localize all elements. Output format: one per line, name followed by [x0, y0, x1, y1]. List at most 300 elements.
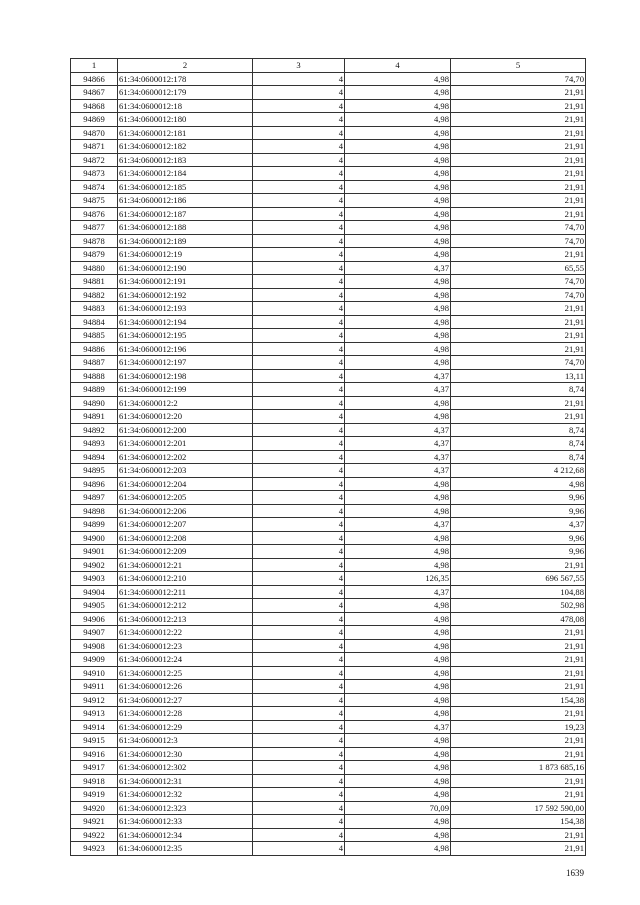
- category-cell: 4: [253, 653, 345, 667]
- category-cell: 4: [253, 707, 345, 721]
- rate-cell: 4,98: [345, 329, 451, 343]
- amount-cell: 74,70: [451, 288, 586, 302]
- table-row: [71, 167, 586, 181]
- table-row: [71, 288, 586, 302]
- amount-cell: 21,91: [451, 747, 586, 761]
- table-row: [71, 815, 586, 829]
- table-row: [71, 72, 586, 86]
- cadastral-number-cell: 61:34:0600012:186: [118, 194, 253, 208]
- rate-cell: 4,98: [345, 234, 451, 248]
- row-number-cell: 94894: [71, 450, 118, 464]
- rate-cell: 4,98: [345, 680, 451, 694]
- table-row: [71, 626, 586, 640]
- category-cell: 4: [253, 275, 345, 289]
- amount-cell: 21,91: [451, 315, 586, 329]
- category-cell: 4: [253, 585, 345, 599]
- amount-cell: 21,91: [451, 680, 586, 694]
- cadastral-number-cell: 61:34:0600012:185: [118, 180, 253, 194]
- cadastral-number-cell: 61:34:0600012:197: [118, 356, 253, 370]
- category-cell: 4: [253, 207, 345, 221]
- amount-cell: 21,91: [451, 140, 586, 154]
- amount-cell: 74,70: [451, 275, 586, 289]
- rate-cell: 4,37: [345, 464, 451, 478]
- category-cell: 4: [253, 801, 345, 815]
- amount-cell: 21,91: [451, 194, 586, 208]
- table-row: [71, 720, 586, 734]
- cadastral-number-cell: 61:34:0600012:209: [118, 545, 253, 559]
- amount-cell: 21,91: [451, 626, 586, 640]
- table-row: [71, 612, 586, 626]
- rate-cell: 4,98: [345, 356, 451, 370]
- table-row: [71, 599, 586, 613]
- rate-cell: 4,98: [345, 558, 451, 572]
- rate-cell: 126,35: [345, 572, 451, 586]
- row-number-cell: 94892: [71, 423, 118, 437]
- rate-cell: 4,98: [345, 396, 451, 410]
- table-row: [71, 383, 586, 397]
- table-row: [71, 693, 586, 707]
- category-cell: 4: [253, 720, 345, 734]
- amount-cell: 21,91: [451, 248, 586, 262]
- rate-cell: 4,98: [345, 315, 451, 329]
- rate-cell: 4,98: [345, 693, 451, 707]
- table-row: [71, 140, 586, 154]
- rate-cell: 4,98: [345, 180, 451, 194]
- amount-cell: 154,38: [451, 693, 586, 707]
- amount-cell: 9,96: [451, 491, 586, 505]
- category-cell: 4: [253, 639, 345, 653]
- rate-cell: 4,98: [345, 639, 451, 653]
- table-row: [71, 572, 586, 586]
- table-row: [71, 234, 586, 248]
- row-number-cell: 94908: [71, 639, 118, 653]
- row-number-cell: 94902: [71, 558, 118, 572]
- rate-cell: 4,98: [345, 113, 451, 127]
- category-cell: 4: [253, 680, 345, 694]
- table-row: [71, 761, 586, 775]
- amount-cell: 21,91: [451, 828, 586, 842]
- category-cell: 4: [253, 356, 345, 370]
- row-number-cell: 94905: [71, 599, 118, 613]
- rate-cell: 4,98: [345, 302, 451, 316]
- category-cell: 4: [253, 504, 345, 518]
- cadastral-number-cell: 61:34:0600012:26: [118, 680, 253, 694]
- category-cell: 4: [253, 477, 345, 491]
- cadastral-number-cell: 61:34:0600012:187: [118, 207, 253, 221]
- row-number-cell: 94921: [71, 815, 118, 829]
- row-number-cell: 94874: [71, 180, 118, 194]
- category-cell: 4: [253, 612, 345, 626]
- table-row: [71, 99, 586, 113]
- amount-cell: 21,91: [451, 86, 586, 100]
- rate-cell: 4,98: [345, 194, 451, 208]
- cadastral-number-cell: 61:34:0600012:199: [118, 383, 253, 397]
- cadastral-number-cell: 61:34:0600012:27: [118, 693, 253, 707]
- amount-cell: 8,74: [451, 437, 586, 451]
- category-cell: 4: [253, 450, 345, 464]
- category-cell: 4: [253, 396, 345, 410]
- category-cell: 4: [253, 423, 345, 437]
- rate-cell: 4,37: [345, 720, 451, 734]
- cadastral-number-cell: 61:34:0600012:20: [118, 410, 253, 424]
- table-row: [71, 369, 586, 383]
- row-number-cell: 94922: [71, 828, 118, 842]
- table-row: [71, 410, 586, 424]
- amount-cell: 21,91: [451, 113, 586, 127]
- rate-cell: 4,98: [345, 734, 451, 748]
- column-header-5: 5: [451, 59, 586, 73]
- rate-cell: 4,98: [345, 774, 451, 788]
- cadastral-number-cell: 61:34:0600012:188: [118, 221, 253, 235]
- rate-cell: 4,98: [345, 504, 451, 518]
- cadastral-number-cell: 61:34:0600012:31: [118, 774, 253, 788]
- category-cell: 4: [253, 558, 345, 572]
- cadastral-number-cell: 61:34:0600012:179: [118, 86, 253, 100]
- table-row: [71, 639, 586, 653]
- column-header-3: 3: [253, 59, 345, 73]
- cadastral-number-cell: 61:34:0600012:3: [118, 734, 253, 748]
- rate-cell: 4,98: [345, 86, 451, 100]
- category-cell: 4: [253, 828, 345, 842]
- row-number-cell: 94872: [71, 153, 118, 167]
- table-row: [71, 734, 586, 748]
- cadastral-number-cell: 61:34:0600012:181: [118, 126, 253, 140]
- row-number-cell: 94880: [71, 261, 118, 275]
- cadastral-number-cell: 61:34:0600012:190: [118, 261, 253, 275]
- cadastral-number-cell: 61:34:0600012:29: [118, 720, 253, 734]
- category-cell: 4: [253, 518, 345, 532]
- rate-cell: 4,98: [345, 288, 451, 302]
- row-number-cell: 94901: [71, 545, 118, 559]
- table-row: [71, 774, 586, 788]
- amount-cell: 21,91: [451, 734, 586, 748]
- rate-cell: 4,98: [345, 477, 451, 491]
- rate-cell: 4,98: [345, 612, 451, 626]
- cadastral-number-cell: 61:34:0600012:182: [118, 140, 253, 154]
- row-number-cell: 94904: [71, 585, 118, 599]
- row-number-cell: 94866: [71, 72, 118, 86]
- amount-cell: 21,91: [451, 653, 586, 667]
- category-cell: 4: [253, 626, 345, 640]
- cadastral-number-cell: 61:34:0600012:34: [118, 828, 253, 842]
- category-cell: 4: [253, 248, 345, 262]
- rate-cell: 4,98: [345, 545, 451, 559]
- table-row: [71, 747, 586, 761]
- cadastral-number-cell: 61:34:0600012:23: [118, 639, 253, 653]
- row-number-cell: 94911: [71, 680, 118, 694]
- row-number-cell: 94873: [71, 167, 118, 181]
- row-number-cell: 94883: [71, 302, 118, 316]
- amount-cell: 21,91: [451, 410, 586, 424]
- rate-cell: 4,98: [345, 788, 451, 802]
- table-row: [71, 86, 586, 100]
- category-cell: 4: [253, 531, 345, 545]
- row-number-cell: 94891: [71, 410, 118, 424]
- category-cell: 4: [253, 180, 345, 194]
- cadastral-number-cell: 61:34:0600012:202: [118, 450, 253, 464]
- category-cell: 4: [253, 342, 345, 356]
- category-cell: 4: [253, 288, 345, 302]
- category-cell: 4: [253, 72, 345, 86]
- table-row: [71, 248, 586, 262]
- amount-cell: 21,91: [451, 639, 586, 653]
- row-number-cell: 94895: [71, 464, 118, 478]
- row-number-cell: 94907: [71, 626, 118, 640]
- table-row: [71, 275, 586, 289]
- cadastral-number-cell: 61:34:0600012:213: [118, 612, 253, 626]
- table-row: [71, 545, 586, 559]
- rate-cell: 4,37: [345, 369, 451, 383]
- row-number-cell: 94890: [71, 396, 118, 410]
- amount-cell: 9,96: [451, 504, 586, 518]
- category-cell: 4: [253, 99, 345, 113]
- rate-cell: 4,98: [345, 248, 451, 262]
- table-row: [71, 504, 586, 518]
- row-number-cell: 94881: [71, 275, 118, 289]
- category-cell: 4: [253, 599, 345, 613]
- amount-cell: 19,23: [451, 720, 586, 734]
- cadastral-number-cell: 61:34:0600012:200: [118, 423, 253, 437]
- rate-cell: 4,98: [345, 99, 451, 113]
- cadastral-number-cell: 61:34:0600012:178: [118, 72, 253, 86]
- cadastral-number-cell: 61:34:0600012:198: [118, 369, 253, 383]
- category-cell: 4: [253, 126, 345, 140]
- row-number-cell: 94918: [71, 774, 118, 788]
- rate-cell: 4,37: [345, 450, 451, 464]
- cadastral-number-cell: 61:34:0600012:208: [118, 531, 253, 545]
- category-cell: 4: [253, 153, 345, 167]
- row-number-cell: 94919: [71, 788, 118, 802]
- cadastral-number-cell: 61:34:0600012:28: [118, 707, 253, 721]
- amount-cell: 21,91: [451, 558, 586, 572]
- cadastral-number-cell: 61:34:0600012:205: [118, 491, 253, 505]
- table-row: [71, 153, 586, 167]
- row-number-cell: 94869: [71, 113, 118, 127]
- row-number-cell: 94900: [71, 531, 118, 545]
- amount-cell: 21,91: [451, 842, 586, 856]
- amount-cell: 21,91: [451, 99, 586, 113]
- cadastral-number-cell: 61:34:0600012:25: [118, 666, 253, 680]
- category-cell: 4: [253, 491, 345, 505]
- cadastral-number-cell: 61:34:0600012:206: [118, 504, 253, 518]
- rate-cell: 4,98: [345, 531, 451, 545]
- amount-cell: 21,91: [451, 329, 586, 343]
- amount-cell: 4,98: [451, 477, 586, 491]
- table-row: [71, 450, 586, 464]
- row-number-cell: 94899: [71, 518, 118, 532]
- row-number-cell: 94889: [71, 383, 118, 397]
- amount-cell: 74,70: [451, 72, 586, 86]
- cadastral-number-cell: 61:34:0600012:2: [118, 396, 253, 410]
- row-number-cell: 94887: [71, 356, 118, 370]
- amount-cell: 21,91: [451, 126, 586, 140]
- category-cell: 4: [253, 761, 345, 775]
- table-body: [71, 72, 586, 855]
- category-cell: 4: [253, 86, 345, 100]
- cadastral-number-cell: 61:34:0600012:192: [118, 288, 253, 302]
- row-number-cell: 94886: [71, 342, 118, 356]
- cadastral-number-cell: 61:34:0600012:196: [118, 342, 253, 356]
- rate-cell: 4,37: [345, 518, 451, 532]
- category-cell: 4: [253, 369, 345, 383]
- row-number-cell: 94888: [71, 369, 118, 383]
- rate-cell: 4,98: [345, 491, 451, 505]
- row-number-cell: 94878: [71, 234, 118, 248]
- table-row: [71, 531, 586, 545]
- amount-cell: 696 567,55: [451, 572, 586, 586]
- cadastral-number-cell: 61:34:0600012:24: [118, 653, 253, 667]
- amount-cell: 65,55: [451, 261, 586, 275]
- table-row: [71, 653, 586, 667]
- rate-cell: 4,98: [345, 626, 451, 640]
- cadastral-number-cell: 61:34:0600012:201: [118, 437, 253, 451]
- amount-cell: 21,91: [451, 153, 586, 167]
- cadastral-number-cell: 61:34:0600012:22: [118, 626, 253, 640]
- table-row: [71, 315, 586, 329]
- category-cell: 4: [253, 234, 345, 248]
- table-row: [71, 126, 586, 140]
- category-cell: 4: [253, 140, 345, 154]
- row-number-cell: 94906: [71, 612, 118, 626]
- table-row: [71, 221, 586, 235]
- row-number-cell: 94870: [71, 126, 118, 140]
- amount-cell: 104,88: [451, 585, 586, 599]
- cadastral-number-cell: 61:34:0600012:195: [118, 329, 253, 343]
- category-cell: 4: [253, 815, 345, 829]
- rate-cell: 4,98: [345, 842, 451, 856]
- register-table: [70, 58, 586, 856]
- rate-cell: 4,98: [345, 707, 451, 721]
- rate-cell: 4,98: [345, 140, 451, 154]
- rate-cell: 4,98: [345, 342, 451, 356]
- row-number-cell: 94913: [71, 707, 118, 721]
- row-number-cell: 94914: [71, 720, 118, 734]
- table-row: [71, 180, 586, 194]
- rate-cell: 4,98: [345, 275, 451, 289]
- cadastral-number-cell: 61:34:0600012:180: [118, 113, 253, 127]
- amount-cell: 21,91: [451, 707, 586, 721]
- category-cell: 4: [253, 302, 345, 316]
- amount-cell: 21,91: [451, 180, 586, 194]
- amount-cell: 21,91: [451, 396, 586, 410]
- table-row: [71, 491, 586, 505]
- amount-cell: 154,38: [451, 815, 586, 829]
- rate-cell: 4,37: [345, 383, 451, 397]
- cadastral-number-cell: 61:34:0600012:35: [118, 842, 253, 856]
- table-row: [71, 828, 586, 842]
- rate-cell: 4,37: [345, 585, 451, 599]
- column-header-4: 4: [345, 59, 451, 73]
- table-row: [71, 680, 586, 694]
- cadastral-number-cell: 61:34:0600012:207: [118, 518, 253, 532]
- cadastral-number-cell: 61:34:0600012:21: [118, 558, 253, 572]
- amount-cell: 21,91: [451, 167, 586, 181]
- amount-cell: 13,11: [451, 369, 586, 383]
- amount-cell: 1 873 685,16: [451, 761, 586, 775]
- category-cell: 4: [253, 747, 345, 761]
- amount-cell: 9,96: [451, 531, 586, 545]
- cadastral-number-cell: 61:34:0600012:203: [118, 464, 253, 478]
- cadastral-number-cell: 61:34:0600012:191: [118, 275, 253, 289]
- table-row: [71, 207, 586, 221]
- table-row: [71, 477, 586, 491]
- table-row: [71, 464, 586, 478]
- cadastral-number-cell: 61:34:0600012:18: [118, 99, 253, 113]
- rate-cell: 4,37: [345, 261, 451, 275]
- category-cell: 4: [253, 774, 345, 788]
- row-number-cell: 94885: [71, 329, 118, 343]
- row-number-cell: 94876: [71, 207, 118, 221]
- category-cell: 4: [253, 221, 345, 235]
- table-row: [71, 113, 586, 127]
- rate-cell: 4,98: [345, 599, 451, 613]
- row-number-cell: 94884: [71, 315, 118, 329]
- category-cell: 4: [253, 545, 345, 559]
- category-cell: 4: [253, 315, 345, 329]
- row-number-cell: 94868: [71, 99, 118, 113]
- row-number-cell: 94903: [71, 572, 118, 586]
- rate-cell: 4,98: [345, 747, 451, 761]
- amount-cell: 74,70: [451, 234, 586, 248]
- row-number-cell: 94877: [71, 221, 118, 235]
- amount-cell: 21,91: [451, 666, 586, 680]
- rate-cell: 4,98: [345, 126, 451, 140]
- row-number-cell: 94909: [71, 653, 118, 667]
- table-row: [71, 261, 586, 275]
- amount-cell: 4 212,68: [451, 464, 586, 478]
- amount-cell: 21,91: [451, 788, 586, 802]
- row-number-cell: 94923: [71, 842, 118, 856]
- category-cell: 4: [253, 666, 345, 680]
- table-row: [71, 585, 586, 599]
- table-row: [71, 437, 586, 451]
- page-number: 1639: [566, 868, 584, 878]
- rate-cell: 4,98: [345, 153, 451, 167]
- row-number-cell: 94912: [71, 693, 118, 707]
- table-row: [71, 518, 586, 532]
- row-number-cell: 94917: [71, 761, 118, 775]
- category-cell: 4: [253, 329, 345, 343]
- table-row: [71, 558, 586, 572]
- cadastral-number-cell: 61:34:0600012:323: [118, 801, 253, 815]
- table-row: [71, 342, 586, 356]
- row-number-cell: 94915: [71, 734, 118, 748]
- table-row: [71, 801, 586, 815]
- rate-cell: 4,98: [345, 72, 451, 86]
- category-cell: 4: [253, 410, 345, 424]
- amount-cell: 74,70: [451, 356, 586, 370]
- cadastral-number-cell: 61:34:0600012:30: [118, 747, 253, 761]
- row-number-cell: 94867: [71, 86, 118, 100]
- amount-cell: 17 592 590,00: [451, 801, 586, 815]
- rate-cell: 4,98: [345, 761, 451, 775]
- category-cell: 4: [253, 437, 345, 451]
- rate-cell: 4,98: [345, 167, 451, 181]
- rate-cell: 4,98: [345, 666, 451, 680]
- cadastral-number-cell: 61:34:0600012:32: [118, 788, 253, 802]
- category-cell: 4: [253, 167, 345, 181]
- amount-cell: 21,91: [451, 774, 586, 788]
- category-cell: 4: [253, 842, 345, 856]
- cadastral-number-cell: 61:34:0600012:183: [118, 153, 253, 167]
- row-number-cell: 94897: [71, 491, 118, 505]
- cadastral-number-cell: 61:34:0600012:302: [118, 761, 253, 775]
- amount-cell: 502,98: [451, 599, 586, 613]
- amount-cell: 478,08: [451, 612, 586, 626]
- column-header-2: 2: [118, 59, 253, 73]
- table-row: [71, 329, 586, 343]
- rate-cell: 70,09: [345, 801, 451, 815]
